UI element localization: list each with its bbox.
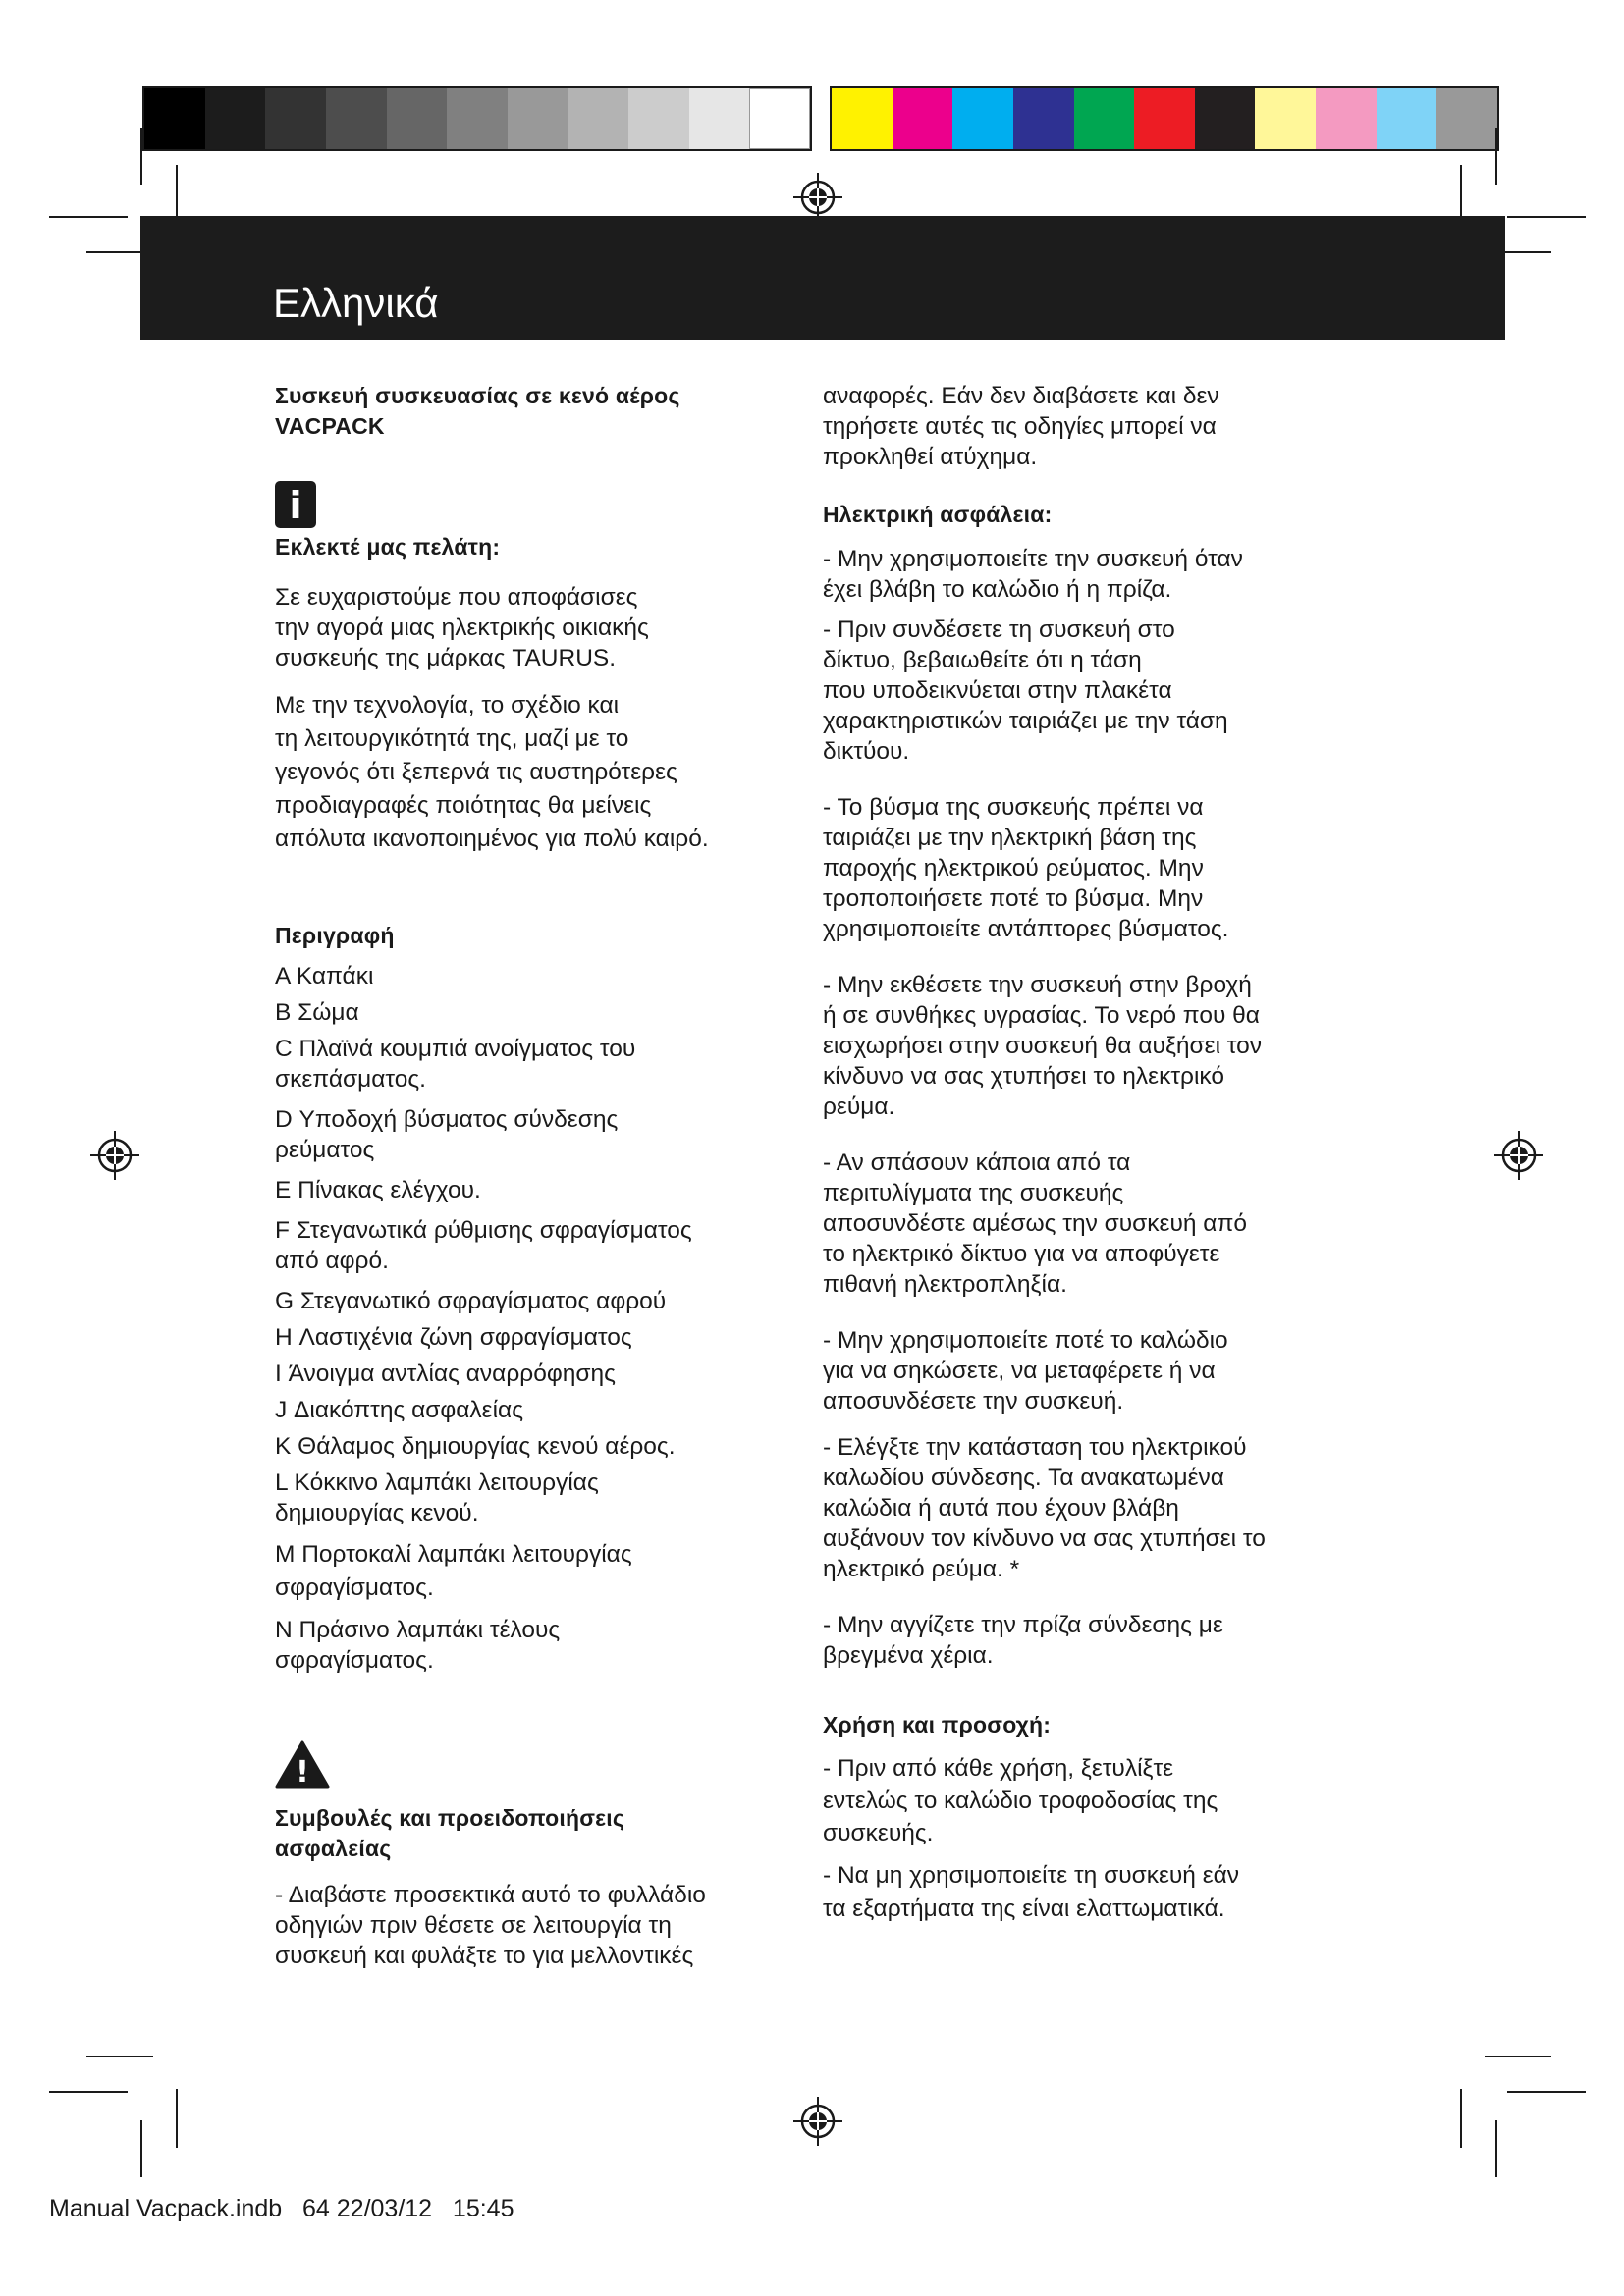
crop-mark <box>140 2120 142 2177</box>
color-swatch <box>447 88 508 149</box>
list-item: A Καπάκι <box>275 963 374 989</box>
list-item: - Ελέγξτε την κατάσταση του ηλεκτρικού καλωδίου σύνδεσης. Τα ανακατωμένα καλώδια ή αυτά που έχουν βλάβη αυξάνουν τον κίνδυνο να σας χτυπήσει το ηλεκτρικό ρεύμα. * <box>823 1434 1266 1582</box>
color-swatch <box>1195 88 1256 149</box>
color-swatch <box>893 88 953 149</box>
list-item: - Πριν από κάθε χρήση, ξετυλίξτε εντελώς το καλώδιο τροφοδοσίας της συσκευής. <box>823 1755 1218 1846</box>
warning-icon <box>275 1740 330 1789</box>
registration-mark-icon <box>88 1129 141 1182</box>
color-swatch <box>1013 88 1074 149</box>
product-title: Συσκευή συσκευασίας σε κενό αέρος VACPACK <box>275 383 680 439</box>
crop-mark <box>49 2091 128 2093</box>
list-item: D Υποδοχή βύσματος σύνδεσης ρεύματος <box>275 1106 619 1163</box>
crop-mark <box>1507 2091 1586 2093</box>
color-swatch <box>326 88 387 149</box>
color-swatch <box>749 88 810 149</box>
list-item: N Πράσινο λαμπάκι τέλους σφραγίσματος. <box>275 1617 561 1674</box>
color-swatch <box>265 88 326 149</box>
list-item: M Πορτοκαλί λαμπάκι λειτουργίας σφραγίσματος. <box>275 1541 632 1601</box>
crop-mark <box>176 2089 178 2148</box>
list-item: J Διακόπτης ασφαλείας <box>275 1397 524 1423</box>
color-swatch <box>1074 88 1135 149</box>
crop-mark <box>1507 216 1586 218</box>
list-item: L Κόκκινο λαμπάκι λειτουργίας δημιουργίας κενού. <box>275 1469 599 1526</box>
color-swatch <box>144 88 205 149</box>
color-swatch <box>568 88 628 149</box>
list-item: - Να μη χρησιμοποιείτε τη συσκευή εάν τα εξαρτήματα της είναι ελαττωματικά. <box>823 1862 1240 1922</box>
color-swatch <box>387 88 448 149</box>
color-swatch <box>1377 88 1437 149</box>
list-item: B Σώμα <box>275 999 359 1026</box>
list-item: - Πριν συνδέσετε τη συσκευή στο δίκτυο, βεβαιωθείτε ότι η τάση που υποδεικνύεται στην πλακέτα χαρακτηριστικών ταιριάζει με την τάση δικτύου. <box>823 616 1228 765</box>
crop-mark <box>1495 128 1497 185</box>
product-name: VACPACK <box>275 413 385 439</box>
parts-list <box>275 961 785 1676</box>
list-item: - Μην αγγίζετε την πρίζα σύνδεσης με βρεγμένα χέρια. <box>823 1612 1223 1669</box>
list-item: I Άνοιγμα αντλίας αναρρόφησης <box>275 1361 616 1387</box>
list-item: H Λαστιχένια ζώνη σφραγίσματος <box>275 1324 632 1351</box>
crop-mark <box>49 216 128 218</box>
electrical-safety-heading: Ηλεκτρική ασφάλεια: <box>823 502 1053 527</box>
list-item: F Στεγανωτικά ρύθμισης σφραγίσματος από αφρό. <box>275 1217 692 1274</box>
left-column <box>275 381 785 1987</box>
color-swatch <box>1436 88 1497 149</box>
list-item: K Θάλαμος δημιουργίας κενού αέρος. <box>275 1433 676 1460</box>
color-swatch <box>1316 88 1377 149</box>
list-item: - Το βύσμα της συσκευής πρέπει να ταιριάζει με την ηλεκτρική βάση της παροχής ηλεκτρικού ρεύματος. Μην τροποποιήσετε ποτέ το βύσμα. Μην χρησιμοποιείτε αντάπτορες βύσματος. <box>823 794 1229 942</box>
color-swatch <box>689 88 750 149</box>
safety-intro-continued: αναφορές. Εάν δεν διαβάσετε και δεν τηρήσετε αυτές τις οδηγίες μπορεί να προκληθεί ατύχημα. <box>823 383 1219 470</box>
greeting-paragraph: Σε ευχαριστούμε που αποφάσισες την αγορά μιας ηλεκτρικής οικιακής συσκευής της μάρκας TAURUS. <box>275 584 649 671</box>
color-swatch <box>1134 88 1195 149</box>
svg-text:!: ! <box>296 1755 309 1789</box>
info-icon: i <box>275 481 316 528</box>
list-item: - Μην χρησιμοποιείτε ποτέ το καλώδιο για να σηκώσετε, να μεταφέρετε ή να αποσυνδέσετε την συσκευή. <box>823 1327 1228 1415</box>
list-item: G Στεγανωτικό σφραγίσματος αφρού <box>275 1288 667 1314</box>
color-swatch <box>508 88 568 149</box>
crop-mark <box>1485 2056 1551 2057</box>
color-swatch <box>832 88 893 149</box>
technology-paragraph: Με την τεχνολογία, το σχέδιο και τη λειτουργικότητά της, μαζί με το γεγονός ότι ξεπερνά τις αυστηρότερες προδιαγραφές ποιότητας θα μείνεις απόλυτα ικανοποιημένος για πολύ καιρό. <box>275 692 709 852</box>
right-column <box>823 381 1333 1942</box>
crop-mark <box>1460 2089 1462 2148</box>
list-item: E Πίνακας ελέγχου. <box>275 1177 481 1203</box>
list-item: C Πλαϊνά κουμπιά ανοίγματος του σκεπάσματος. <box>275 1036 636 1093</box>
color-swatch <box>205 88 266 149</box>
color-swatch <box>1255 88 1316 149</box>
list-item: - Μην εκθέσετε την συσκευή στην βροχή ή σε συνθήκες υγρασίας. Το νερό που θα εισχωρήσει στην συσκευή θα αυξήσει τον κίνδυνο να σας χτυπήσει το ηλεκτρικό ρεύμα. <box>823 972 1263 1120</box>
crop-mark <box>1495 2120 1497 2177</box>
crop-mark <box>86 2056 153 2057</box>
color-swatch <box>628 88 689 149</box>
greeting-heading: Εκλεκτέ μας πελάτη: <box>275 534 501 560</box>
page-title: Ελληνικά <box>273 280 439 326</box>
registration-mark-icon <box>791 2095 844 2148</box>
registration-mark-icon <box>1492 1129 1545 1182</box>
print-slug: Manual Vacpack.indb 64 22/03/12 15:45 <box>49 2195 514 2222</box>
list-item: - Αν σπάσουν κάποια από τα περιτυλίγματα της συσκευής αποσυνδέστε αμέσως την συσκευή από το ηλεκτρικό δίκτυο για να αποφύγετε πιθανή ηλεκτροπληξία. <box>823 1149 1247 1298</box>
usage-heading: Χρήση και προσοχή: <box>823 1712 1052 1737</box>
safety-heading: Συμβουλές και προειδοποιήσεις ασφαλείας <box>275 1805 625 1861</box>
description-heading: Περιγραφή <box>275 923 395 948</box>
crop-mark <box>140 128 142 185</box>
safety-intro: - Διαβάστε προσεκτικά αυτό το φυλλάδιο οδηγιών πριν θέσετε σε λειτουργία τη συσκευή και φυλάξτε το για μελλοντικές <box>275 1882 706 1969</box>
list-item: - Μην χρησιμοποιείτε την συσκευή όταν έχει βλάβη το καλώδιο ή η πρίζα. <box>823 546 1243 603</box>
color-swatch <box>952 88 1013 149</box>
